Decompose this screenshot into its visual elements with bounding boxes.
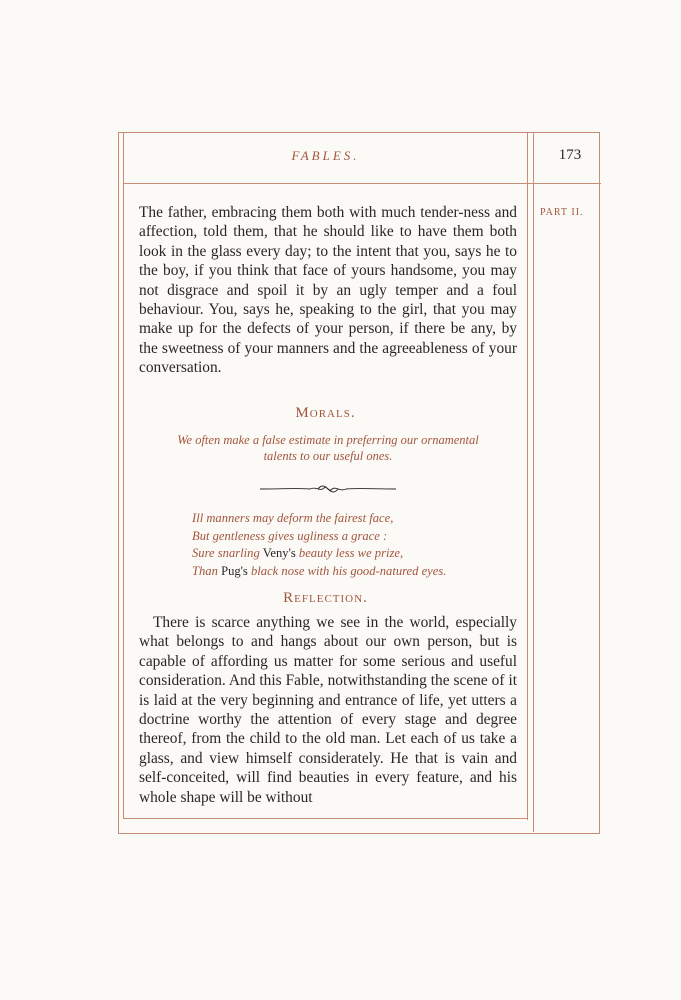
verse-line-4 (192, 563, 512, 581)
page-number: 173 (558, 147, 582, 163)
body-paragraph-1: The father, embracing them both with much tender-ness and affection, told them, that he should like to have them both look in the glass every day; to the intent that you, says he to the boy, if you think that face of yours handsome, you may not disgrace and spoil it by an ugly temper and a foul behaviour. You, says he, speaking to the girl, that you may make up for the defects of your person, if there be any, by the sweetness of your manners and the agreeableness of your conversation. (139, 204, 517, 377)
verse-line-3 (192, 545, 512, 563)
margin-column-rule (533, 132, 534, 832)
verse-line-3-part-a: Sure snarling (192, 546, 260, 560)
inner-rule-right (527, 132, 528, 820)
verse-line-3-part-c: beauty less we prize, (298, 546, 404, 560)
verse (192, 510, 512, 580)
verse-line-3-part-b: Veny's (262, 546, 296, 560)
running-head: FABLES. (291, 148, 360, 163)
verse-line-4-part-a: Than (192, 563, 218, 578)
inner-rule-left (123, 132, 124, 818)
side-note: PART II. (540, 207, 584, 218)
body-paragraph-2: There is scarce anything we see in the world, especially what belongs to and hangs about our own person, but is capable of affording us matter for some serious and useful consideration. And this Fable, notwithstanding the scene of it is laid at the very beginning and entrance of life, yet utters a doctrine worthy the attention of every stage and degree thereof, from the child to the old man. Let each of us take a glass, and view himself considerately. He that is vain and self-conceited, will find beauties in every feature, and his whole shape will be without (139, 614, 517, 806)
reflection-heading: Reflection. (283, 590, 368, 606)
moral-text-line-2: talents to our useful ones. (263, 449, 393, 463)
moral-text (145, 432, 511, 464)
morals-heading: Morals. (295, 405, 356, 421)
verse-line-4-part-b: Pug's (221, 563, 248, 578)
inner-rule-bottom (123, 818, 528, 819)
header-rule (123, 183, 601, 184)
verse-line-4-part-c: black nose with his good-natured eyes. (251, 563, 447, 578)
verse-line-1: Ill manners may deform the fairest face, (192, 511, 394, 525)
ornament-divider (258, 484, 398, 494)
moral-text-line-1: We often make a false estimate in preferring our ornamental (177, 433, 479, 447)
verse-line-2: But gentleness gives ugliness a grace : (192, 528, 388, 543)
